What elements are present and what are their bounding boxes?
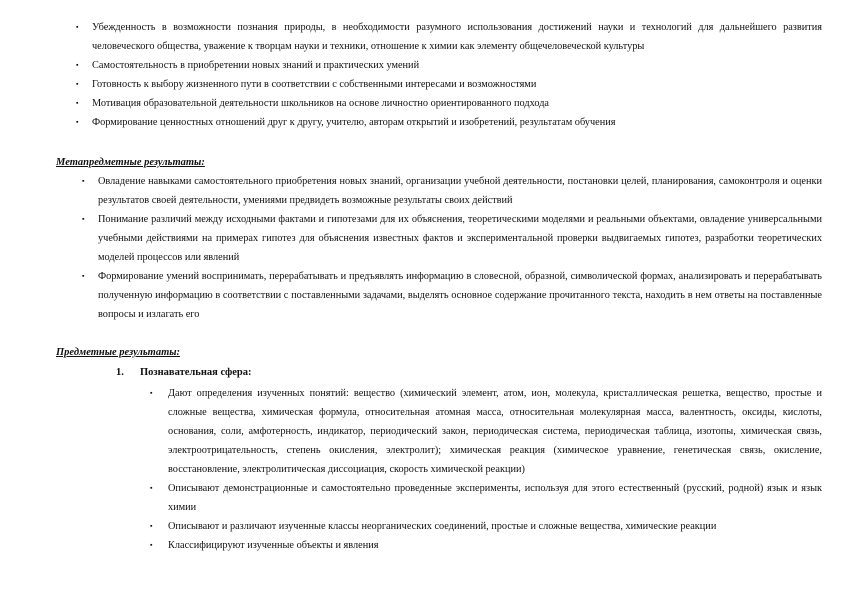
bullet-icon: ▪ — [150, 484, 153, 492]
list-item — [82, 267, 822, 324]
meta-results-heading: Метапредметные результаты: — [56, 157, 205, 168]
bullet-icon: ▪ — [150, 522, 153, 530]
list-item-text: Описывают демонстрационные и самостоятельно проведенные эксперименты, используя для этого естественный (русский, родной) язык и язык химии — [168, 483, 822, 513]
personal-results-list — [76, 18, 822, 132]
bullet-icon: ▪ — [76, 23, 79, 31]
bullet-icon: ▪ — [76, 80, 79, 88]
meta-results-list — [82, 172, 822, 324]
bullet-icon: ▪ — [76, 61, 79, 69]
list-item-text: Самостоятельность в приобретении новых знаний и практических умений — [92, 60, 420, 71]
subject-results-heading: Предметные результаты: — [56, 347, 181, 358]
list-item — [76, 113, 822, 132]
bullet-icon: ▪ — [150, 541, 153, 549]
list-item — [150, 384, 822, 479]
list-item-text: Мотивация образовательной деятельности школьников на основе личностно ориентированного подхода — [92, 98, 549, 109]
bullet-icon: ▪ — [82, 215, 85, 223]
bullet-icon: ▪ — [82, 272, 85, 280]
list-item-text: Формирование ценностных отношений друг к другу, учителю, авторам открытий и изобретений, результатам обучения — [92, 117, 616, 128]
list-item — [150, 536, 822, 555]
list-item — [150, 517, 822, 536]
sphere-title: Познавательная сфера: — [140, 367, 252, 378]
list-item — [76, 94, 822, 113]
sphere-heading — [116, 364, 252, 382]
list-item-text: Убежденность в возможности познания природы, в необходимости разумного использования достижений науки и технологий для дальнейшего развития человеческого общества, уважение к творцам науки и техники, отношение к химии как элементу общечеловеческой культуры — [92, 22, 822, 52]
list-item — [76, 18, 822, 56]
list-item-text: Формирование умений воспринимать, перерабатывать и предъявлять информацию в словесной, образной, символической формах, анализировать и перерабатывать полученную информацию в соответствии с поставленными задачами, выделять основное содержание прочитанного текста, находить в нем ответы на поставленные вопросы и излагать его — [98, 271, 822, 320]
sphere-number: 1. — [116, 367, 124, 378]
bullet-icon: ▪ — [150, 389, 153, 397]
list-item-text: Готовность к выбору жизненного пути в соответствии с собственными интересами и возможностями — [92, 79, 537, 90]
bullet-icon: ▪ — [82, 177, 85, 185]
list-item-text: Описывают и различают изученные классы неорганических соединений, простые и сложные вещества, химические реакции — [168, 521, 717, 532]
list-item — [76, 75, 822, 94]
list-item — [76, 56, 822, 75]
list-item-text: Дают определения изученных понятий: вещество (химический элемент, атом, ион, молекула, кристаллическая решетка, вещество, простые и сложные вещества, химическая формула, относительная атомная масса, относительная молекулярная масса, валентность, оксиды, кислоты, основания, соли, амфотерность, индикатор, периодический закон, периодическая система, периодическая таблица, изотопы, химическая связь, электроотрицательность, степень окисления, электролит); химическая реакция (химическое уравнение, генетическая связь, окисление, восстановление, электролитическая диссоциация, скорость химической реакции) — [168, 388, 822, 475]
list-item — [82, 210, 822, 267]
bullet-icon: ▪ — [76, 118, 79, 126]
list-item-text: Понимание различий между исходными фактами и гипотезами для их объяснения, теоретическими моделями и реальными объектами, овладение универсальными учебными действиями на примерах гипотез для объяснения известных фактов и экспериментальной проверки выдвигаемых гипотез, разработки теоретических моделей процессов или явлений — [98, 214, 822, 263]
list-item — [82, 172, 822, 210]
bullet-icon: ▪ — [76, 99, 79, 107]
list-item — [150, 479, 822, 517]
list-item-text: Классифицируют изученные объекты и явления — [168, 540, 379, 551]
subject-results-list — [150, 384, 822, 555]
list-item-text: Овладение навыками самостоятельного приобретения новых знаний, организации учебной деятельности, постановки целей, планирования, самоконтроля и оценки результатов своей деятельности, умениями предвидеть возможные результаты своих действий — [98, 176, 822, 206]
